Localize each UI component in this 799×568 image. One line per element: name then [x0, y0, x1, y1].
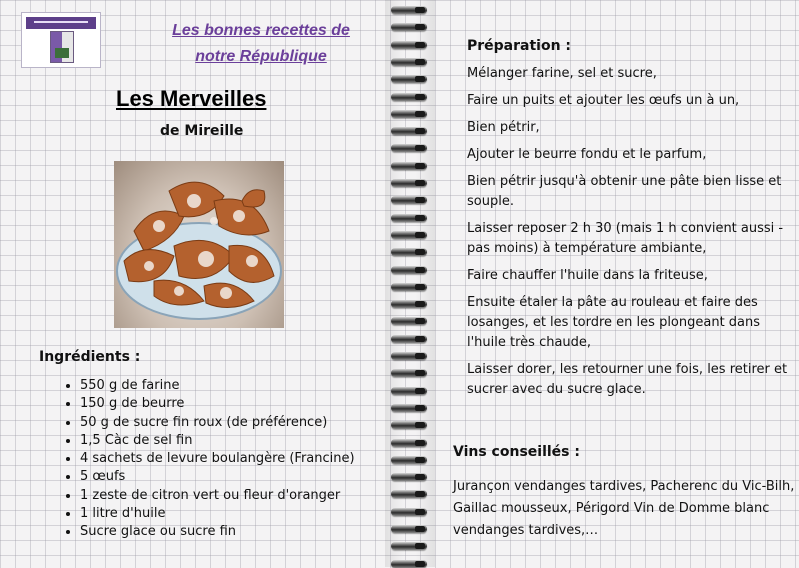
preparation-step: Bien pétrir jusqu'à obtenir une pâte bien lisse et souple.: [467, 174, 782, 209]
list-item: • 5 œufs: [80, 468, 355, 486]
spiral-ring-icon: [391, 266, 427, 274]
spiral-ring-icon: [391, 560, 427, 568]
spiral-ring-icon: [391, 369, 427, 377]
spiral-ring-icon: [391, 352, 427, 360]
list-item: • 1 zeste de citron vert ou fleur d'oranger: [80, 487, 355, 505]
wines-text: Jurançon vendanges tardives, Pacherenc du Vic-Bilh, Gaillac mousseux, Périgord Vin de Domme blanc vendanges tardives,…: [453, 479, 795, 538]
spiral-ring-icon: [391, 248, 427, 256]
site-title: [152, 18, 370, 70]
spiral-ring-icon: [391, 196, 427, 204]
preparation-step: Laisser dorer, les retourner une fois, les retirer et sucrer avec du sucre glace.: [467, 362, 788, 397]
preparation-step: Laisser reposer 2 h 30 (mais 1 h convient aussi - pas moins) à température ambiante,: [467, 221, 784, 256]
left-page: [0, 0, 390, 567]
spiral-ring-icon: [391, 162, 427, 170]
merveilles-illustration: [114, 161, 284, 328]
republic-logo: [21, 12, 101, 68]
spiral-ring-icon: [391, 127, 427, 135]
spiral-ring-icon: [391, 508, 427, 516]
spiral-ring-icon: [391, 421, 427, 429]
spiral-ring-icon: [391, 41, 427, 49]
ingredients-list: [60, 377, 355, 542]
spiral-ring-icon: [391, 439, 427, 447]
preparation-step: Ajouter le beurre fondu et le parfum,: [467, 147, 707, 162]
spiral-ring-icon: [391, 214, 427, 222]
preparation-step: Faire un puits et ajouter les œufs un à un,: [467, 93, 740, 108]
recipe-title: Les Merveilles: [116, 86, 267, 111]
spiral-ring-icon: [391, 525, 427, 533]
list-item: • 550 g de farine: [80, 377, 355, 395]
preparation-heading: Préparation :: [467, 38, 572, 54]
spiral-ring-icon: [391, 6, 427, 14]
spiral-ring-icon: [391, 387, 427, 395]
spiral-ring-icon: [391, 144, 427, 152]
list-item: • 4 sachets de levure boulangère (Francine): [80, 450, 355, 468]
recipe-photo: [114, 161, 284, 328]
spiral-ring-icon: [391, 473, 427, 481]
spiral-ring-icon: [391, 300, 427, 308]
list-item: • 150 g de beurre: [80, 395, 355, 413]
spiral-ring-icon: [391, 317, 427, 325]
spiral-ring-icon: [391, 75, 427, 83]
spiral-ring-icon: [391, 231, 427, 239]
spiral-ring-icon: [391, 490, 427, 498]
spiral-ring-icon: [391, 110, 427, 118]
preparation-step: Ensuite étaler la pâte au rouleau et faire des losanges, et les tordre en les plongeant dans l'huile très chaude,: [467, 295, 761, 350]
ingredients-heading: Ingrédients :: [39, 349, 141, 365]
site-title-line-2: notre République: [195, 48, 327, 65]
preparation-steps: [467, 64, 792, 407]
list-item: • Sucre glace ou sucre fin: [80, 523, 355, 541]
list-item: • 1 litre d'huile: [80, 505, 355, 523]
spiral-ring-icon: [391, 404, 427, 412]
spiral-ring-icon: [391, 23, 427, 31]
preparation-step: Bien pétrir,: [467, 120, 540, 135]
spiral-ring-icon: [391, 283, 427, 291]
spiral-ring-icon: [391, 93, 427, 101]
spiral-ring-icon: [391, 58, 427, 66]
spiral-ring-icon: [391, 542, 427, 550]
wines-heading: Vins conseillés :: [453, 444, 580, 460]
crest-icon: [50, 31, 74, 63]
list-item: • 50 g de sucre fin roux (de préférence): [80, 414, 355, 432]
spiral-ring-icon: [391, 335, 427, 343]
preparation-step: Mélanger farine, sel et sucre,: [467, 66, 657, 81]
list-item: • 1,5 Càc de sel fin: [80, 432, 355, 450]
spiral-binding-icon: [385, 0, 435, 567]
spiral-ring-icon: [391, 179, 427, 187]
preparation-step: Faire chauffer l'huile dans la friteuse,: [467, 268, 708, 283]
site-title-line-1: Les bonnes recettes de: [172, 22, 350, 39]
spiral-ring-icon: [391, 456, 427, 464]
recipe-author: de Mireille: [160, 123, 244, 139]
logo-banner: [26, 17, 96, 29]
